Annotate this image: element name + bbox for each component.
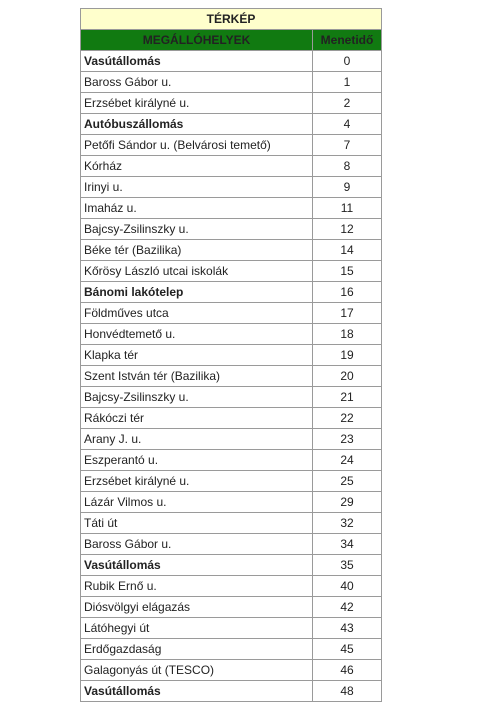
travel-time: 25 [313, 471, 382, 492]
travel-time: 7 [313, 135, 382, 156]
stop-name: Arany J. u. [81, 429, 313, 450]
stop-name: Földműves utca [81, 303, 313, 324]
table-row [81, 324, 382, 345]
travel-time: 4 [313, 114, 382, 135]
table-row [81, 576, 382, 597]
map-row [81, 9, 382, 30]
table-row [81, 660, 382, 681]
stops-column-header: MEGÁLLÓHELYEK [81, 30, 313, 51]
travel-time: 2 [313, 93, 382, 114]
table-row [81, 408, 382, 429]
travel-time: 18 [313, 324, 382, 345]
stop-name: Eszperantó u. [81, 450, 313, 471]
travel-time: 42 [313, 597, 382, 618]
travel-time: 19 [313, 345, 382, 366]
travel-time: 43 [313, 618, 382, 639]
stop-name: Látóhegyi út [81, 618, 313, 639]
table-row [81, 534, 382, 555]
table-row [81, 282, 382, 303]
stop-name: Bánomi lakótelep [81, 282, 313, 303]
stop-name: Irinyi u. [81, 177, 313, 198]
table-row [81, 114, 382, 135]
travel-time: 12 [313, 219, 382, 240]
stop-name: Diósvölgyi elágazás [81, 597, 313, 618]
stop-name: Erzsébet királyné u. [81, 471, 313, 492]
table-row [81, 618, 382, 639]
stop-name: Autóbuszállomás [81, 114, 313, 135]
table-row [81, 303, 382, 324]
stop-name: Baross Gábor u. [81, 72, 313, 93]
table-row [81, 492, 382, 513]
table-row [81, 513, 382, 534]
travel-time: 11 [313, 198, 382, 219]
stop-name: Vasútállomás [81, 555, 313, 576]
table-row [81, 366, 382, 387]
table-row [81, 471, 382, 492]
travel-time: 46 [313, 660, 382, 681]
table-row [81, 240, 382, 261]
stop-name: Bajcsy-Zsilinszky u. [81, 219, 313, 240]
table-row [81, 219, 382, 240]
table-row [81, 156, 382, 177]
table-row [81, 51, 382, 72]
table-row [81, 639, 382, 660]
travel-time: 9 [313, 177, 382, 198]
travel-time: 15 [313, 261, 382, 282]
travel-time: 14 [313, 240, 382, 261]
table-row [81, 555, 382, 576]
stop-name: Vasútállomás [81, 681, 313, 702]
route-schedule-table [80, 8, 382, 702]
travel-time: 45 [313, 639, 382, 660]
travel-time: 21 [313, 387, 382, 408]
stop-name: Rákóczi tér [81, 408, 313, 429]
stop-name: Erdőgazdaság [81, 639, 313, 660]
stop-name: Béke tér (Bazilika) [81, 240, 313, 261]
stops-list [81, 51, 382, 702]
table-row [81, 387, 382, 408]
stop-name: Kőrösy László utcai iskolák [81, 261, 313, 282]
table-row [81, 345, 382, 366]
stop-name: Lázár Vilmos u. [81, 492, 313, 513]
stop-name: Galagonyás út (TESCO) [81, 660, 313, 681]
table-row [81, 681, 382, 702]
travel-time: 32 [313, 513, 382, 534]
travel-time: 1 [313, 72, 382, 93]
table-row [81, 198, 382, 219]
table-header-row [81, 30, 382, 51]
stop-name: Szent István tér (Bazilika) [81, 366, 313, 387]
travel-time: 0 [313, 51, 382, 72]
table-row [81, 597, 382, 618]
table-row [81, 72, 382, 93]
stop-name: Honvédtemető u. [81, 324, 313, 345]
travel-time: 17 [313, 303, 382, 324]
table-row [81, 93, 382, 114]
travel-time: 34 [313, 534, 382, 555]
table-row [81, 135, 382, 156]
table-row [81, 261, 382, 282]
travel-time: 8 [313, 156, 382, 177]
stop-name: Kórház [81, 156, 313, 177]
travel-time: 35 [313, 555, 382, 576]
stop-name: Táti út [81, 513, 313, 534]
travel-time: 24 [313, 450, 382, 471]
travel-time: 48 [313, 681, 382, 702]
stop-name: Baross Gábor u. [81, 534, 313, 555]
travel-time: 29 [313, 492, 382, 513]
time-column-header: Menetidő [313, 30, 382, 51]
table-row [81, 450, 382, 471]
stop-name: Rubik Ernő u. [81, 576, 313, 597]
stop-name: Erzsébet királyné u. [81, 93, 313, 114]
travel-time: 20 [313, 366, 382, 387]
table-row [81, 429, 382, 450]
stop-name: Vasútállomás [81, 51, 313, 72]
travel-time: 16 [313, 282, 382, 303]
stop-name: Petőfi Sándor u. (Belvárosi temető) [81, 135, 313, 156]
map-link[interactable]: TÉRKÉP [81, 9, 382, 30]
travel-time: 23 [313, 429, 382, 450]
stop-name: Klapka tér [81, 345, 313, 366]
travel-time: 22 [313, 408, 382, 429]
stop-name: Imaház u. [81, 198, 313, 219]
stop-name: Bajcsy-Zsilinszky u. [81, 387, 313, 408]
travel-time: 40 [313, 576, 382, 597]
table-row [81, 177, 382, 198]
